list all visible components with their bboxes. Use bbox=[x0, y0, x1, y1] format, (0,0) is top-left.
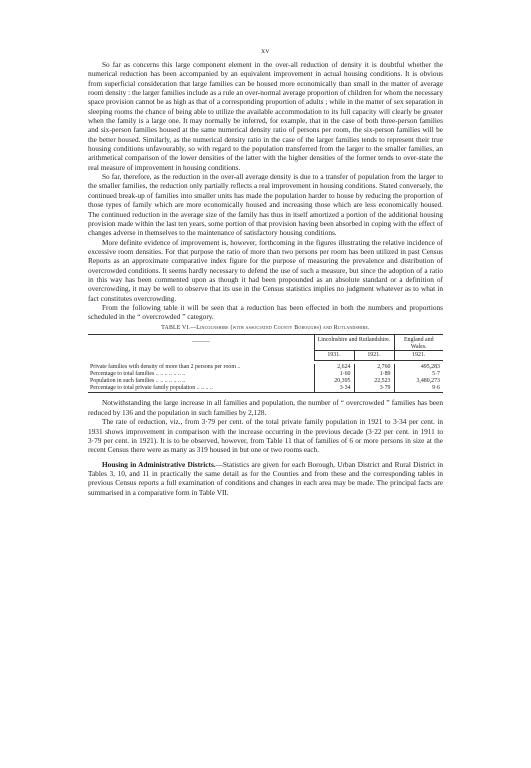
table-cell: 1·89 bbox=[354, 371, 394, 378]
table-cell: 1·60 bbox=[314, 371, 354, 378]
row-label: Percentage to total families bbox=[90, 370, 155, 377]
row-label: Private families with density of more than 2 persons per room bbox=[90, 363, 236, 370]
heading-dash: — bbox=[215, 459, 223, 469]
table-cell: 5·7 bbox=[394, 371, 443, 378]
table-cell: 3·79 bbox=[354, 385, 394, 393]
table-row bbox=[88, 378, 443, 385]
paragraph: The rate of reduction, viz., from 3·79 per cent. of the total private family population in 1921 to 3·34 per cent. in 1931 shows improvement in comparison with the increase occurring in the previous decade (3·22 per cent. in 1911 to 3·79 per cent. in 1921). It is to be observed, however, from Table 11 that of families of 6 or more persons in size at the recent Census there were as many as 319 housed in but one or two rooms each. bbox=[88, 417, 443, 455]
table-cell: 2,624 bbox=[314, 364, 354, 371]
table-cell: 2,760 bbox=[354, 364, 394, 371]
row-leader-dots: .. .. .. .. bbox=[196, 384, 213, 391]
table-cell: 22,523 bbox=[354, 378, 394, 385]
page-number: xv bbox=[261, 46, 270, 55]
table-caption-prefix: TABLE VI.— bbox=[161, 324, 197, 331]
year-header: 1921. bbox=[394, 351, 443, 361]
column-header-england-wales: England and Wales. bbox=[394, 334, 443, 351]
table-cell: 3·34 bbox=[314, 385, 354, 393]
year-header: 1921. bbox=[354, 351, 394, 361]
table-stub-header: ——— bbox=[88, 334, 314, 351]
overcrowding-table bbox=[88, 334, 443, 394]
table-cell: 495,283 bbox=[394, 364, 443, 371]
table-caption bbox=[88, 325, 443, 331]
table-caption-title: Lincolnshire (with associated County Boroughs) and Rutlandshire. bbox=[196, 324, 370, 331]
column-header-lincolnshire: Lincolnshire and Rutlandshire. bbox=[314, 334, 394, 351]
row-label: Percentage to total private family population bbox=[90, 384, 196, 391]
paragraph: So far, therefore, as the reduction in the over-all average density is due to a transfer of population from the larger to the smaller families, the reduction only partially reflects a real improvement in housing conditions. Stated conversely, the continued break-up of families into smaller units has made the population harder to house by reducing the proportion of those types of family which are more economically housed and increasing those which are less economically housed. The continued reduction in the average size of the family has thus in itself amortized a portion of the additional housing provision made within the last ten years, some portion of that provision having been absorbed in coping with the effect of changes adverse in themselves to the maintenance of satisfactory housing conditions. bbox=[88, 172, 443, 238]
table-row bbox=[88, 385, 443, 393]
year-header: 1931. bbox=[314, 351, 354, 361]
page-body bbox=[88, 60, 443, 497]
table-row bbox=[88, 364, 443, 371]
row-label: Population in such families bbox=[90, 377, 155, 384]
table-cell: 20,395 bbox=[314, 378, 354, 385]
section-heading: Housing in Administrative Districts. bbox=[102, 459, 216, 469]
table-cell: 9·6 bbox=[394, 385, 443, 393]
row-leader-dots: .. .. .. .. .. .. .. bbox=[155, 370, 186, 377]
paragraph: From the following table it will be seen that a reduction has been effected in both the numbers and proportions scheduled in the “ overcrowded ” category. bbox=[88, 302, 443, 322]
paragraph: Notwithstanding the large increase in all families and population, the number of “ overcrowded ” families has been reduced by 136 and the population in such families by 2,128. bbox=[88, 398, 443, 417]
section-text: Statistics are given for each Borough, Urban District and Rural District in Tables 3, 10, and 11 in practically the same detail as for the Counties and from these and the corresponding tables in previous Census reports a full examination of conditions and changes in each area may be made. The principal facts are summarised in a comparative form in Table VII. bbox=[88, 459, 443, 497]
row-leader-dots: .. bbox=[237, 363, 241, 370]
row-leader-dots: .. .. .. .. .. .. .. bbox=[155, 377, 186, 384]
table-cell: 3,480,273 bbox=[394, 378, 443, 385]
paragraph: More definite evidence of improvement is, however, forthcoming in the figures illustrating the relative incidence of excessive room densities. For that purpose the ratio of more than two persons per room has been utilized in past Census Reports as an approximate comparative index figure for the purpose of measuring the prevalence and distribution of overcrowded conditions. It seems hardly necessary to defend the use of such a measure, but since the adoption of a ratio in this way has been commented upon as though it had been propounded as an absolute standard or a definition of overcrowding, it may be well to observe that its use in the Census statistics implies no judgment whatever as to what in fact constitutes overcrowding. bbox=[88, 237, 443, 303]
housing-paragraph bbox=[88, 460, 443, 497]
table-row bbox=[88, 371, 443, 378]
paragraph: So far as concerns this large component element in the over-all reduction of density it is doubtful whether the numerical reduction has been accompanied by an equivalent improvement in actual housing conditions. It is obvious from superficial consideration that large families can be housed more economically than small in the matter of average room density : the larger families include as a rule an over-normal average proportion of children for whom the necessary space provision cannot be as high as that of a corresponding proportion of adults ; while in the matter of sex separation in sleeping rooms the chance of being able to utilize the available accommodation to its full capacity will clearly be greater when the family is a large one. It may normally be inferred, for example, that in the case of both three-person families and six-person families housed at the same numerical density ratio of persons per room, the six-person families will be the better housed. Similarly, as the numerical density ratio in the case of the larger families tends to represent their true housing conditions unfavourably, so with regard to the population transferred from the larger to the smaller families, an arithmetical comparison of the lower densities of the latter with the higher densities of the former tends to over-state the real measure of improvement in housing conditions. bbox=[88, 60, 443, 172]
